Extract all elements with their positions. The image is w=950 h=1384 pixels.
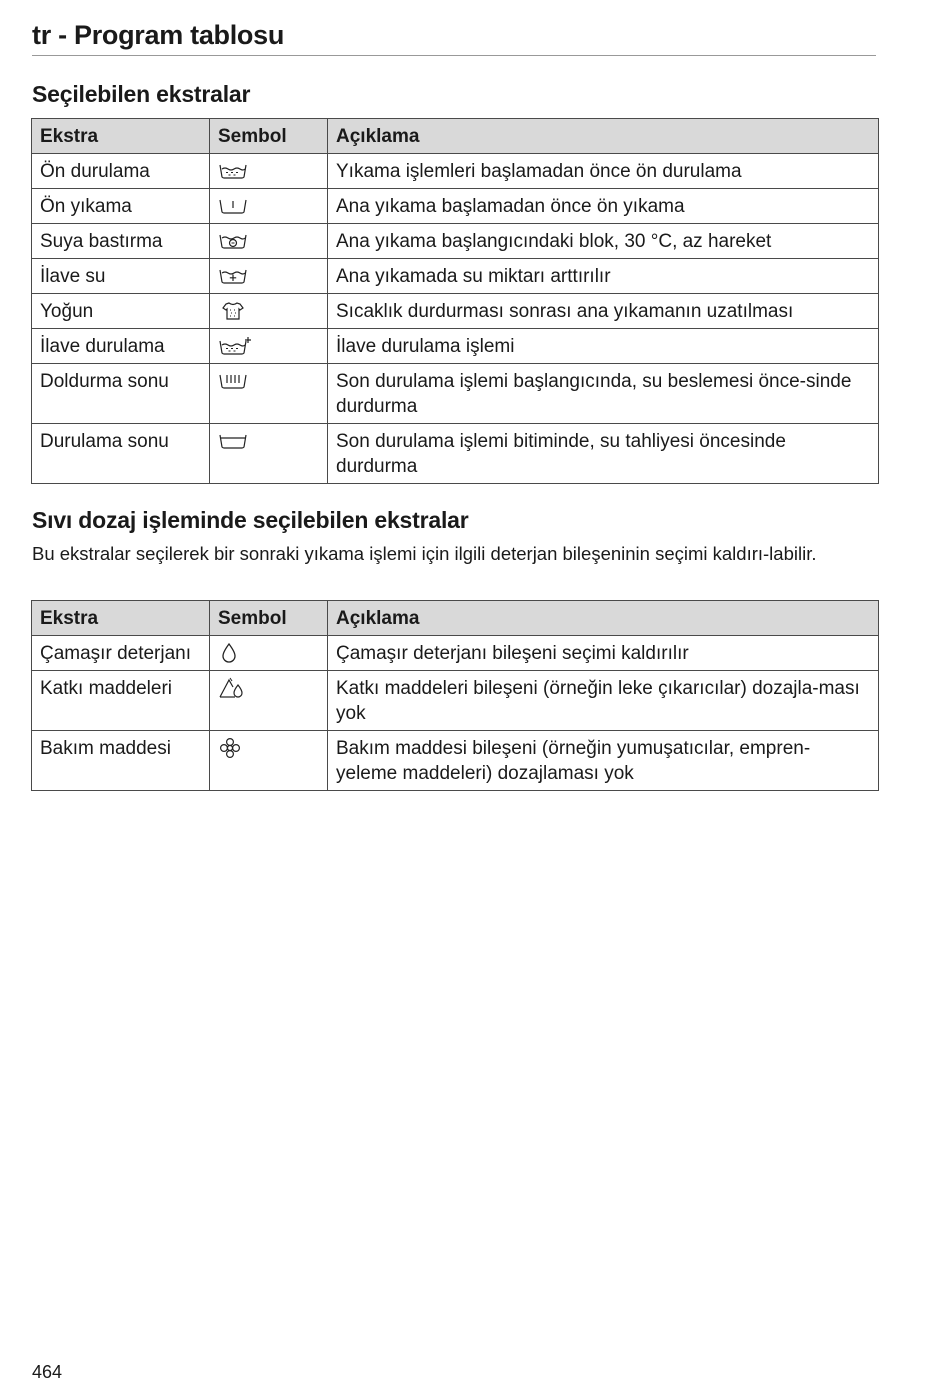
table-row — [32, 731, 879, 791]
table-header-row — [32, 601, 879, 636]
page-header — [32, 20, 876, 56]
extra-name: Suya bastırma — [32, 224, 210, 259]
page-number: 464 — [32, 1362, 63, 1382]
column-header-extra: Ekstra — [32, 119, 210, 154]
section-title-liquid-dosing: Sıvı dozaj işleminde seçilebilen ekstralar — [32, 507, 469, 533]
column-header-extra: Ekstra — [32, 601, 210, 636]
pre-rinse-icon — [218, 162, 248, 180]
extra-description: Sıcaklık durdurması sonrası ana yıkamanın uzatılması — [328, 294, 879, 329]
soak-icon — [218, 232, 248, 250]
extra-description: Yıkama işlemleri başlamadan önce ön durulama — [328, 154, 879, 189]
table-row — [32, 329, 879, 364]
liquid-dosing-table — [31, 600, 879, 791]
intensive-icon — [218, 301, 248, 321]
table-row — [32, 294, 879, 329]
extra-description: Son durulama işlemi başlangıcında, su beslemesi önce-sinde durdurma — [328, 364, 879, 424]
extra-name: Ön durulama — [32, 154, 210, 189]
section-title-extras: Seçilebilen ekstralar — [32, 81, 251, 107]
table-row — [32, 259, 879, 294]
extra-name: İlave su — [32, 259, 210, 294]
extras-table — [31, 118, 879, 484]
table-row — [32, 154, 879, 189]
extra-name: Bakım maddesi — [32, 731, 210, 791]
pre-wash-icon — [218, 197, 248, 215]
additive-icon — [218, 676, 246, 700]
extra-description: Ana yıkama başlamadan önce ön yıkama — [328, 189, 879, 224]
rinse-end-icon — [218, 432, 248, 450]
extra-rinse-icon — [218, 336, 252, 356]
extra-description: Ana yıkamada su miktarı arttırılır — [328, 259, 879, 294]
extra-description: Bakım maddesi bileşeni (örneğin yumuşatıcılar, empren-yeleme maddeleri) dozajlaması yok — [328, 731, 879, 791]
extra-description: Katkı maddeleri bileşeni (örneğin leke çıkarıcılar) dozajla-ması yok — [328, 671, 879, 731]
extra-name: Katkı maddeleri — [32, 671, 210, 731]
extra-description: Son durulama işlemi bitiminde, su tahliyesi öncesinde durdurma — [328, 424, 879, 484]
extra-name: Durulama sonu — [32, 424, 210, 484]
extra-water-icon — [218, 267, 248, 285]
table-header-row — [32, 119, 879, 154]
page-title: tr - Program tablosu — [32, 20, 285, 50]
column-header-description: Açıklama — [328, 601, 879, 636]
extra-name: Yoğun — [32, 294, 210, 329]
extra-name: İlave durulama — [32, 329, 210, 364]
extra-name: Doldurma sonu — [32, 364, 210, 424]
detergent-drop-icon — [218, 642, 240, 664]
extra-description: İlave durulama işlemi — [328, 329, 879, 364]
table-row — [32, 636, 879, 671]
extra-name: Ön yıkama — [32, 189, 210, 224]
section-intro-text: Bu ekstralar seçilerek bir sonraki yıkama işlemi için ilgili deterjan bileşeninin seçimi kaldırı-labilir. — [32, 543, 817, 564]
fill-end-icon — [218, 372, 248, 390]
table-row — [32, 671, 879, 731]
extra-description: Çamaşır deterjanı bileşeni seçimi kaldırılır — [328, 636, 879, 671]
table-row — [32, 424, 879, 484]
column-header-symbol: Sembol — [210, 119, 328, 154]
table-row — [32, 224, 879, 259]
column-header-symbol: Sembol — [210, 601, 328, 636]
extra-description: Ana yıkama başlangıcındaki blok, 30 °C, az hareket — [328, 224, 879, 259]
softener-flower-icon — [218, 736, 242, 760]
column-header-description: Açıklama — [328, 119, 879, 154]
extra-name: Çamaşır deterjanı — [32, 636, 210, 671]
table-row — [32, 189, 879, 224]
table-row — [32, 364, 879, 424]
